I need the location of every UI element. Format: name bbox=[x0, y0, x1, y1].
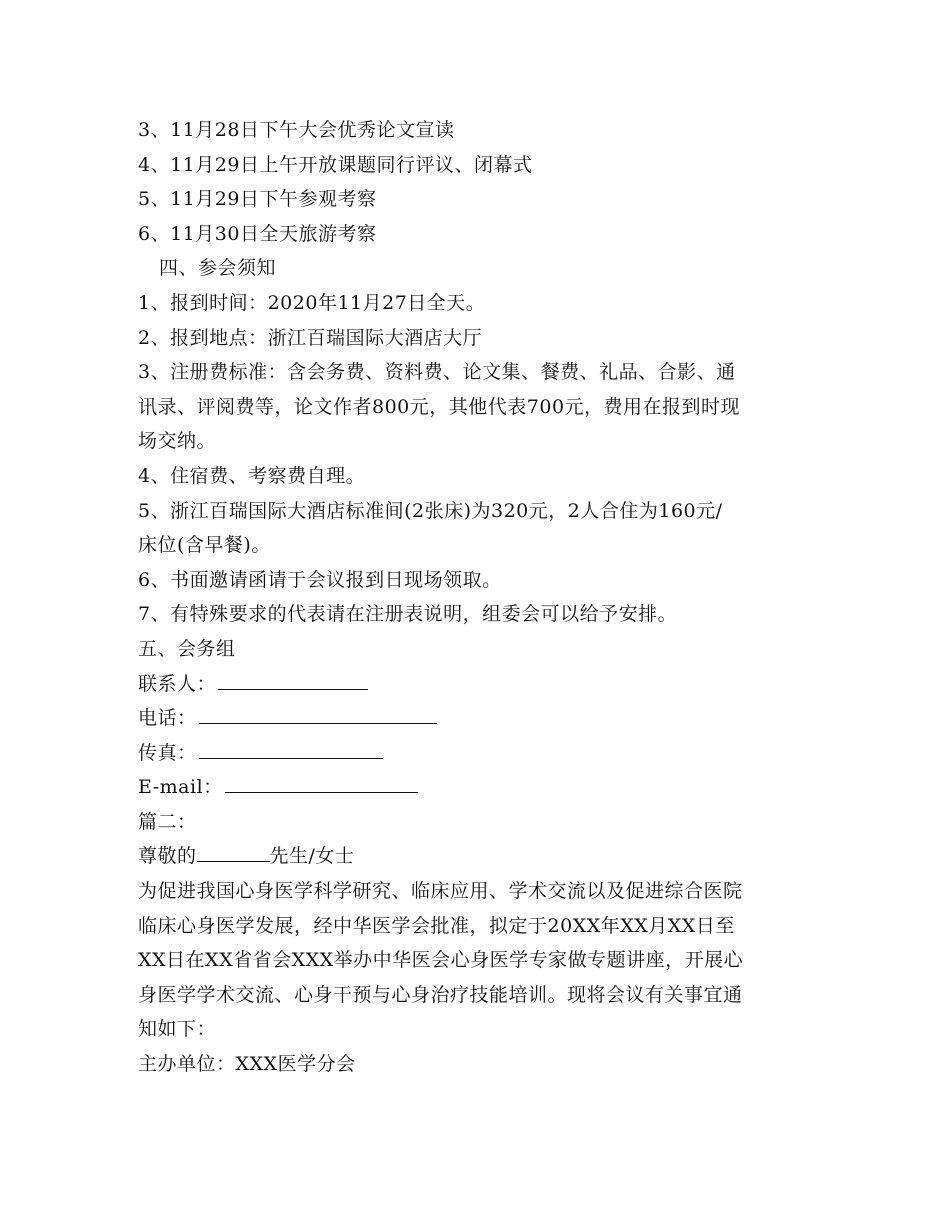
phone-label: 电话： bbox=[138, 707, 197, 730]
schedule-item-5: 5、11月29日下午参观考察 bbox=[138, 188, 377, 211]
body-line-2: 临床心身医学发展，经中华医学会批准，拟定于20XX年XX月XX日至 bbox=[138, 914, 735, 937]
body-line-3: XX日在XX省省会XXX举办中华医会心身医学专家做专题讲座，开展心 bbox=[138, 949, 744, 972]
phone-blank bbox=[199, 701, 437, 724]
fax-row bbox=[138, 736, 818, 771]
body-line-4: 身医学学术交流、心身干预与心身治疗技能培训。现将会议有关事宜通 bbox=[138, 983, 743, 1006]
email-label: E-mail： bbox=[138, 776, 223, 799]
schedule-item-3: 3、11月28日下午大会优秀论文宣读 bbox=[138, 119, 455, 141]
contact-label: 联系人： bbox=[138, 672, 217, 695]
notice-item-1: 1、报到时间：2020年11月27日全天。 bbox=[138, 291, 486, 314]
fax-label: 传真： bbox=[138, 741, 197, 764]
notice-item-5-line-1: 5、浙江百瑞国际大酒店标准间(2张床)为320元，2人合住为160元/ bbox=[138, 499, 723, 522]
salutation bbox=[138, 839, 818, 874]
notice-item-7: 7、有特殊要求的代表请在注册表说明，组委会可以给予安排。 bbox=[138, 603, 678, 626]
notice-item-2: 2、报到地点：浙江百瑞国际大酒店大厅 bbox=[138, 326, 483, 349]
part-two-heading: 篇二： bbox=[138, 810, 197, 833]
body-line-5: 知如下： bbox=[138, 1018, 217, 1041]
notice-item-6: 6、书面邀请函请于会议报到日现场领取。 bbox=[138, 568, 502, 591]
notice-item-3-line-2: 讯录、评阅费等，论文作者800元，其他代表700元，费用在报到时现 bbox=[138, 395, 741, 418]
contact-blank bbox=[218, 667, 368, 690]
email-row bbox=[138, 770, 818, 805]
fax-blank bbox=[199, 736, 383, 759]
salutation-suffix: 先生/女士 bbox=[269, 845, 355, 868]
notice-item-3-line-3: 场交纳。 bbox=[138, 430, 217, 453]
schedule-item-4: 4、11月29日上午开放课题同行评议、闭幕式 bbox=[138, 153, 533, 176]
notice-item-3-line-1: 3、注册费标准：含会务费、资料费、论文集、餐费、礼品、合影、通 bbox=[138, 361, 736, 384]
phone-row bbox=[138, 701, 818, 736]
section-heading-notice: 四、参会须知 bbox=[159, 257, 277, 280]
name-blank bbox=[197, 839, 270, 862]
schedule-item-6: 6、11月30日全天旅游考察 bbox=[138, 222, 377, 245]
section-heading-service: 五、会务组 bbox=[138, 637, 236, 660]
notice-item-5-line-2: 床位(含早餐)。 bbox=[138, 534, 271, 557]
document-page bbox=[138, 113, 818, 1082]
email-blank bbox=[225, 770, 418, 793]
organizer-line: 主办单位：XXX医学分会 bbox=[138, 1053, 356, 1076]
salutation-prefix: 尊敬的 bbox=[138, 845, 197, 868]
contact-row bbox=[138, 667, 818, 702]
notice-item-4: 4、住宿费、考察费自理。 bbox=[138, 464, 366, 487]
body-line-1: 为促进我国心身医学科学研究、临床应用、学术交流以及促进综合医院 bbox=[138, 880, 743, 903]
